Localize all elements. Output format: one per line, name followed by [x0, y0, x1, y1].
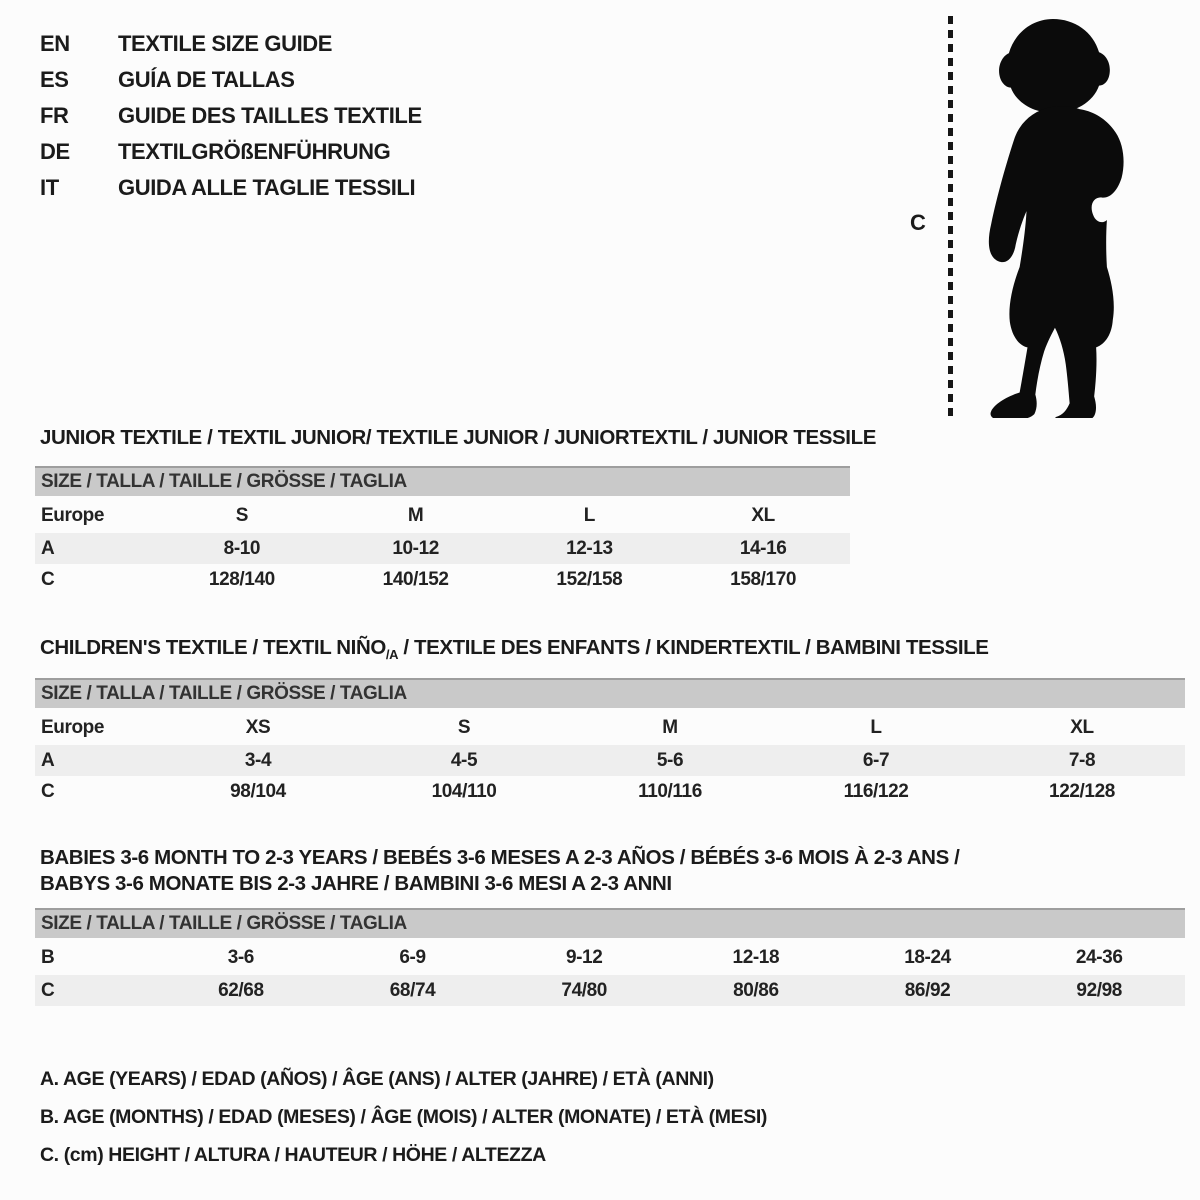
legend-line-c: C. (cm) HEIGHT / ALTURA / HAUTEUR / HÖHE / ALTEZZA	[40, 1144, 546, 1166]
lang-code: IT	[40, 175, 59, 200]
lang-title: GUÍA DE TALLAS	[118, 67, 295, 92]
size-cell: S	[457, 717, 471, 739]
legend-line-a: A. AGE (YEARS) / EDAD (AÑOS) / ÂGE (ANS) / ALTER (JAHRE) / ETÀ (ANNI)	[40, 1068, 714, 1090]
size-header-bar: SIZE / TALLA / TAILLE / GRÖSSE / TAGLIA	[35, 466, 850, 496]
value-cell: 158/170	[730, 568, 797, 590]
height-measure-dashed-line	[948, 16, 953, 416]
lang-row-es	[40, 62, 422, 98]
section-babies-textile	[35, 846, 1185, 1006]
title-text: CHILDREN'S TEXTILE / TEXTIL NIÑO	[40, 636, 386, 659]
value-cell: 6-9	[399, 947, 426, 968]
table-row	[35, 776, 1185, 807]
value-cell: 92/98	[1076, 979, 1122, 1001]
value-cell: 80/86	[733, 979, 779, 1001]
section-title-line2: BABYS 3-6 MONATE BIS 2-3 JAHRE / BAMBINI 3-6 MESI A 2-3 ANNI	[40, 872, 672, 895]
size-cell: S	[235, 505, 249, 526]
value-cell: 3-4	[244, 749, 272, 771]
lang-code: ES	[40, 67, 69, 92]
value-cell: 140/152	[382, 568, 449, 590]
table-row	[35, 745, 1185, 776]
row-label: Europe	[41, 505, 105, 526]
section-title	[35, 636, 1185, 662]
language-title-list	[40, 26, 422, 206]
size-cell: M	[662, 717, 678, 739]
value-cell: 68/74	[389, 979, 436, 1001]
title-text: / TEXTILE DES ENFANTS / KINDERTEXTIL / BAMBINI TESSILE	[398, 636, 989, 659]
title-subscript: /A	[385, 647, 399, 663]
value-cell: 86/92	[904, 979, 951, 1001]
value-cell: 14-16	[739, 537, 787, 559]
value-cell: 110/116	[638, 780, 702, 802]
lang-title: TEXTILGRÖßENFÜHRUNG	[118, 139, 391, 164]
table-row	[35, 975, 1185, 1006]
value-cell: 24-36	[1075, 947, 1123, 968]
section-children-textile	[35, 636, 1185, 807]
measurement-legend	[40, 1060, 767, 1174]
size-cell: M	[407, 505, 424, 526]
value-cell: 12-13	[566, 537, 613, 559]
value-cell: 7-8	[1068, 749, 1096, 771]
table-row	[35, 533, 850, 564]
value-cell: 62/68	[218, 979, 264, 1001]
junior-size-table	[35, 466, 850, 595]
value-cell: 104/110	[431, 780, 497, 802]
row-label: A	[41, 537, 55, 559]
value-cell: 98/104	[230, 780, 286, 802]
value-cell: 12-18	[732, 947, 780, 968]
value-cell: 4-5	[450, 749, 478, 771]
section-title-line1: BABIES 3-6 MONTH TO 2-3 YEARS / BEBÉS 3-6 MESES A 2-3 AÑOS / BÉBÉS 3-6 MOIS À 2-3 ANS /	[40, 846, 960, 869]
section-junior-textile	[35, 426, 876, 595]
lang-title: GUIDA ALLE TAGLIE TESSILI	[118, 175, 416, 200]
lang-code: DE	[40, 139, 70, 164]
lang-code: FR	[40, 103, 69, 128]
size-cell: XL	[1070, 717, 1094, 739]
value-cell: 3-6	[227, 947, 254, 968]
size-cell: XS	[245, 717, 271, 739]
value-cell: 116/122	[843, 780, 909, 802]
value-cell: 5-6	[656, 749, 684, 771]
lang-code: EN	[40, 31, 70, 56]
legend-line-b: B. AGE (MONTHS) / EDAD (MESES) / ÂGE (MOIS) / ALTER (MONATE) / ETÀ (MESI)	[40, 1106, 767, 1128]
value-cell: 6-7	[862, 749, 890, 771]
lang-row-fr	[40, 98, 422, 134]
table-row	[35, 711, 1185, 745]
row-label: Europe	[41, 717, 105, 739]
children-size-table	[35, 678, 1185, 807]
row-label: C	[41, 979, 55, 1001]
size-cell: XL	[751, 505, 775, 526]
row-label: A	[41, 749, 55, 771]
babies-size-table	[35, 908, 1185, 1006]
section-title: JUNIOR TEXTILE / TEXTIL JUNIOR/ TEXTILE JUNIOR / JUNIORTEXTIL / JUNIOR TESSILE	[40, 426, 876, 449]
value-cell: 74/80	[561, 979, 607, 1001]
value-cell: 18-24	[904, 947, 951, 968]
lang-row-it	[40, 170, 422, 206]
table-row	[35, 941, 1185, 975]
lang-row-en	[40, 26, 422, 62]
row-label: C	[41, 780, 55, 802]
size-cell: L	[870, 717, 882, 739]
table-row	[35, 499, 850, 533]
value-cell: 128/140	[208, 568, 275, 590]
row-label: C	[41, 568, 55, 590]
toddler-silhouette	[968, 16, 1136, 418]
value-cell: 8-10	[223, 537, 261, 559]
lang-row-de	[40, 134, 422, 170]
value-cell: 152/158	[556, 568, 623, 590]
height-measure-label: C	[910, 210, 926, 235]
size-header-bar: SIZE / TALLA / TAILLE / GRÖSSE / TAGLIA	[35, 908, 1185, 938]
lang-title: GUIDE DES TAILLES TEXTILE	[118, 103, 422, 128]
value-cell: 9-12	[565, 947, 603, 968]
lang-title: TEXTILE SIZE GUIDE	[118, 31, 333, 56]
row-label: B	[41, 947, 55, 968]
size-cell: L	[583, 505, 595, 526]
value-cell: 10-12	[392, 537, 439, 559]
table-row	[35, 564, 850, 595]
size-header-bar: SIZE / TALLA / TAILLE / GRÖSSE / TAGLIA	[35, 678, 1185, 708]
value-cell: 122/128	[1049, 780, 1115, 802]
